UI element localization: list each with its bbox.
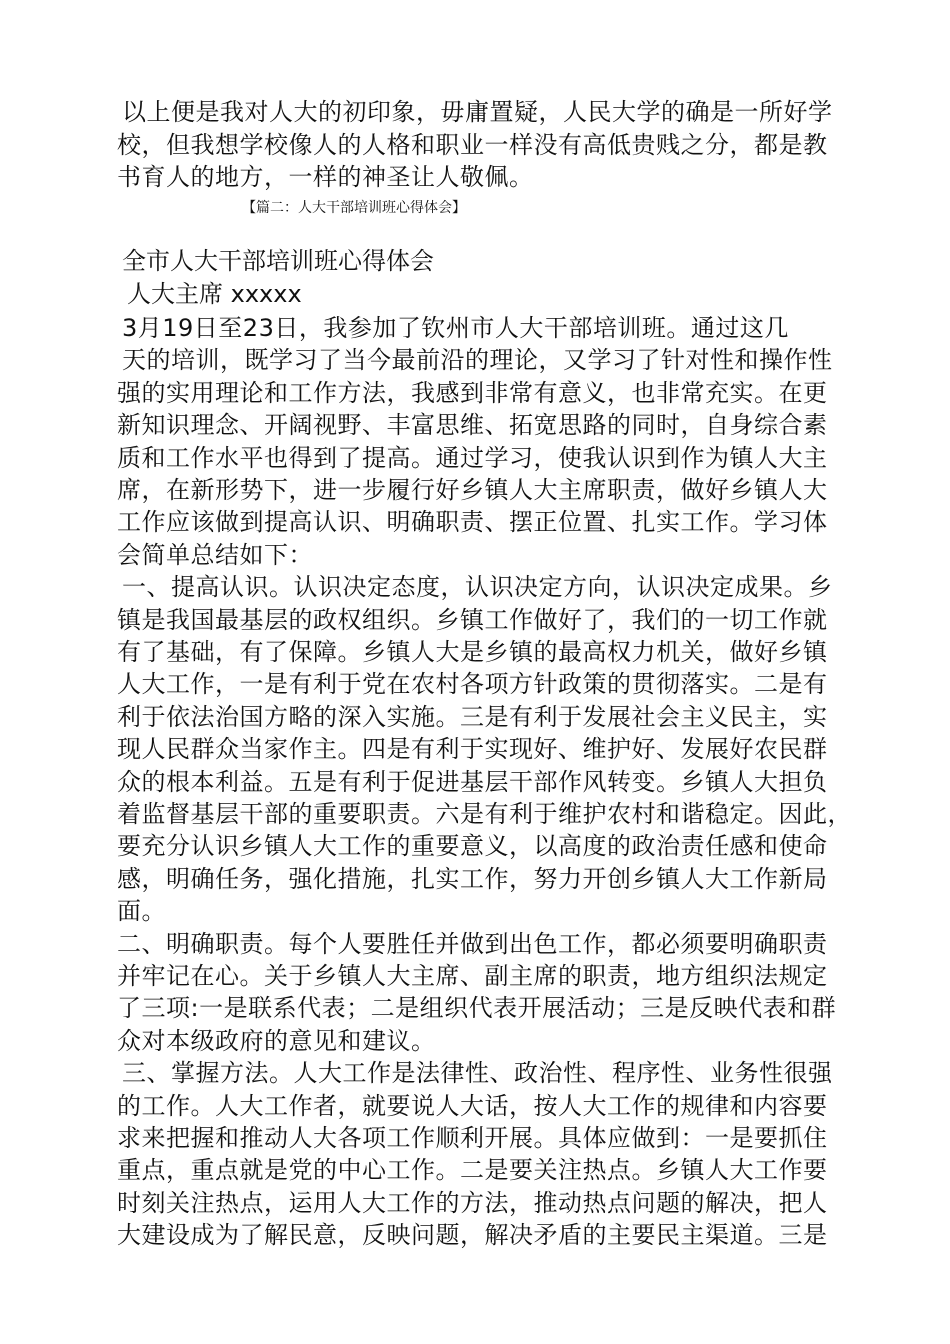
body-line: 的工作。人大工作者，就要说人大话，按人大工作的规律和内容要 (117, 1092, 828, 1120)
body-line: 有了基础，有了保障。乡镇人大是乡镇的最高权力机关，做好乡镇 (117, 638, 828, 666)
body-line: 着监督基层干部的重要职责。六是有利于维护农村和谐稳定。因此， (117, 800, 852, 828)
body-line: 众的根本利益。五是有利于促进基层干部作风转变。乡镇人大担负 (117, 768, 828, 796)
body-line: 并牢记在心。关于乡镇人大主席、副主席的职责，地方组织法规定 (117, 962, 828, 990)
body-line: 现人民群众当家作主。四是有利于实现好、维护好、发展好农民群 (117, 735, 828, 763)
body-line: 镇是我国最基层的政权组织。乡镇工作做好了，我们的一切工作就 (117, 606, 828, 634)
body-line: 天的培训，既学习了当今最前沿的理论，又学习了针对性和操作性 (122, 346, 833, 374)
body-line: 强的实用理论和工作方法，我感到非常有意义，也非常充实。在更 (117, 379, 828, 407)
article-author: 人大主席 xxxxx (127, 280, 302, 308)
body-line: 了三项:一是联系代表；二是组织代表开展活动；三是反映代表和群 (117, 994, 837, 1022)
body-line: 工作应该做到提高认识、明确职责、摆正位置、扎实工作。学习体 (117, 508, 828, 536)
article-title: 全市人大干部培训班心得体会 (122, 247, 434, 275)
body-line: 二、明确职责。每个人要胜任并做到出色工作，都必须要明确职责 (117, 930, 828, 958)
intro-line: 以上便是我对人大的初印象，毋庸置疑，人民大学的确是一所好学 (122, 98, 833, 126)
body-line: 质和工作水平也得到了提高。通过学习，使我认识到作为镇人大主 (117, 444, 828, 472)
body-line: 众对本级政府的意见和建议。 (117, 1027, 436, 1055)
body-line: 重点，重点就是党的中心工作。二是要关注热点。乡镇人大工作要 (117, 1156, 828, 1184)
body-line: 时刻关注热点，运用人大工作的方法，推动热点问题的解决，把人 (117, 1189, 828, 1217)
body-line: 3月19日至23日，我参加了钦州市人大干部培训班。通过这几 (122, 314, 789, 342)
body-line: 求来把握和推动人大各项工作顺利开展。具体应做到：一是要抓住 (117, 1124, 828, 1152)
body-line: 三、掌握方法。人大工作是法律性、政治性、程序性、业务性很强 (122, 1059, 833, 1087)
section-label: 【篇二：人大干部培训班心得体会】 (242, 200, 466, 216)
body-line: 新知识理念、开阔视野、丰富思维、拓宽思路的同时，自身综合素 (117, 411, 828, 439)
body-line: 面。 (117, 897, 166, 925)
body-line: 感，明确任务，强化措施，扎实工作，努力开创乡镇人大工作新局 (117, 865, 828, 893)
body-line: 席，在新形势下，进一步履行好乡镇人大主席职责，做好乡镇人大 (117, 476, 828, 504)
intro-line: 书育人的地方，一样的神圣让人敬佩。 (117, 163, 534, 191)
body-line: 大建设成为了解民意，反映问题，解决矛盾的主要民主渠道。三是 (117, 1221, 828, 1249)
intro-line: 校，但我想学校像人的人格和职业一样没有高低贵贱之分，都是教 (117, 131, 828, 159)
body-line: 要充分认识乡镇人大工作的重要意义，以高度的政治责任感和使命 (117, 832, 828, 860)
body-line: 会简单总结如下： (117, 541, 313, 569)
body-line: 一、提高认识。认识决定态度，认识决定方向，认识决定成果。乡 (122, 573, 833, 601)
body-line: 利于依法治国方略的深入实施。三是有利于发展社会主义民主，实 (117, 703, 828, 731)
body-line: 人大工作，一是有利于党在农村各项方针政策的贯彻落实。二是有 (117, 670, 828, 698)
